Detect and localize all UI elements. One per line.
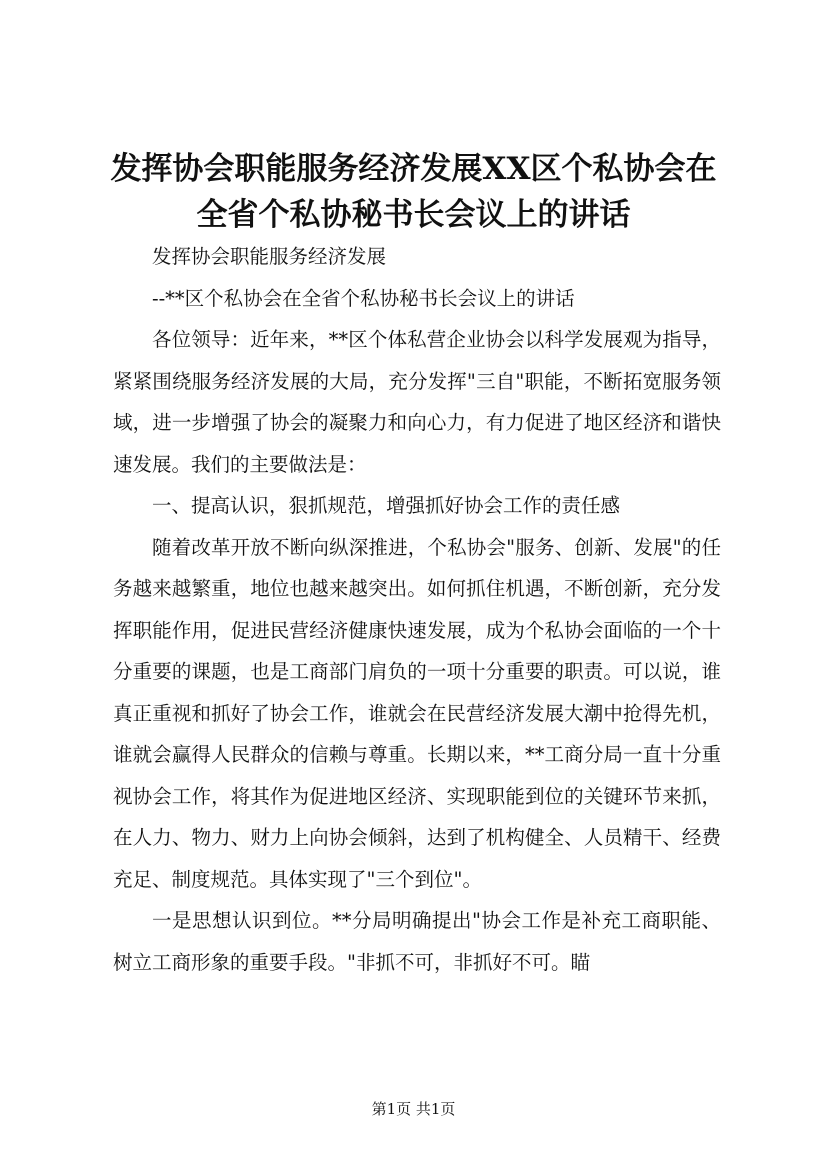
body-paragraph: 随着改革开放不断向纵深推进，个私协会"服务、创新、发展"的任务越来越繁重，地位也越来越突出。如何抓住机遇，不断创新，充分发挥职能作用，促进民营经济健康快速发展，成为个私协会面临的一个十分重要的课题，也是工商部门肩负的一项十分重要的职责。可以说，谁真正重视和抓好了协会工作，谁就会在民营经济发展大潮中抢得先机，谁就会赢得人民群众的信赖与尊重。长期以来，**工商分局一直十分重视协会工作，将其作为促进地区经济、实现职能到位的关键环节来抓，在人力、物力、财力上向协会倾斜，达到了机构健全、人员精干、经费充足、制度规范。具体实现了"三个到位"。 — [113, 535, 721, 891]
page-footer: 第1页 共1页 — [371, 1100, 456, 1118]
body-paragraph: 各位领导：近年来，**区个体私营企业协会以科学发展观为指导，紧紧围绕服务经济发展的大局，充分发挥"三自"职能，不断拓宽服务领域，进一步增强了协会的凝聚力和向心力，有力促进了地区经济和谐快速发展。我们的主要做法是： — [113, 328, 721, 476]
document-body — [113, 236, 721, 983]
body-paragraph: 一是思想认识到位。**分局明确提出"协会工作是补充工商职能、树立工商形象的重要手段。"非抓不可，非抓好不可。瞄 — [113, 909, 721, 974]
section-heading: 一、提高认识，狠抓规范，增强抓好协会工作的责任感 — [152, 494, 621, 517]
byline-paragraph: --**区个私协会在全省个私协秘书长会议上的讲话 — [152, 286, 575, 310]
subtitle-paragraph: 发挥协会职能服务经济发展 — [152, 245, 387, 268]
document-title: 发挥协会职能服务经济发展XX区个私协会在全省个私协秘书长会议上的讲话 — [110, 151, 717, 233]
